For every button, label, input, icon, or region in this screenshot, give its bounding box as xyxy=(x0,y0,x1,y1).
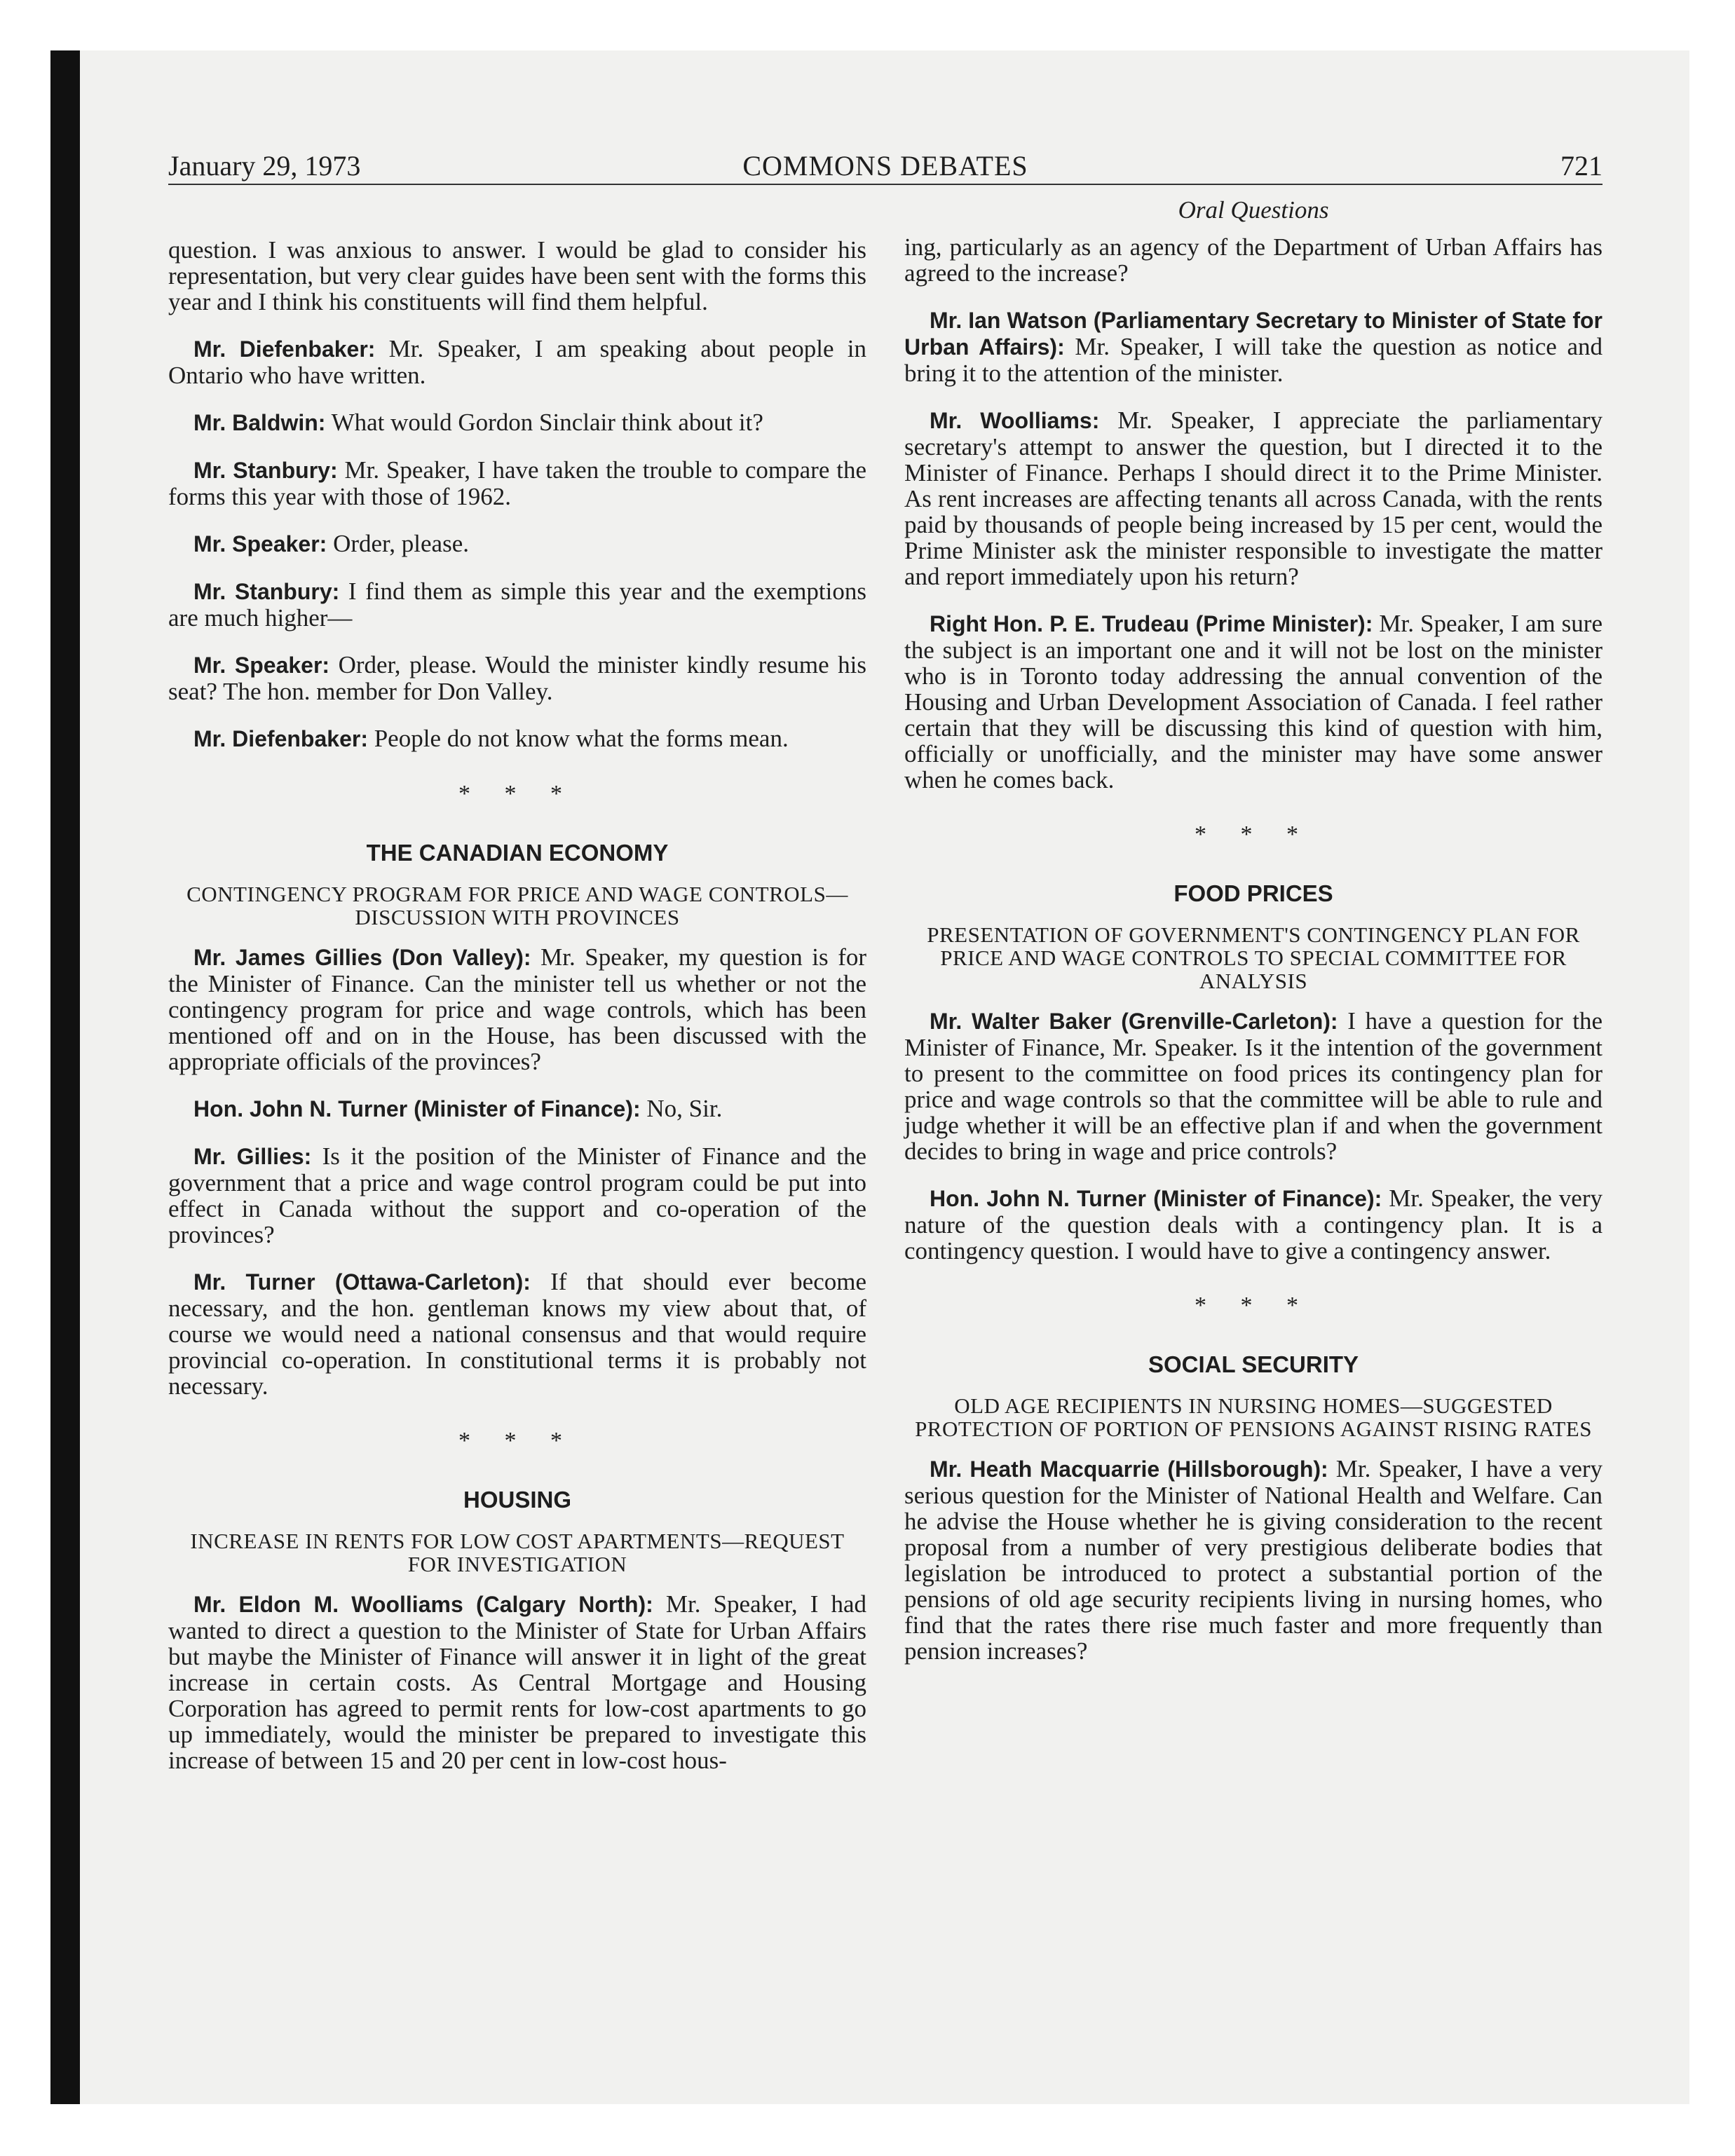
speaker-name: Mr. Gillies: xyxy=(193,1144,312,1169)
speaker-name: Mr. Speaker: xyxy=(193,653,330,678)
section-heading: THE CANADIAN ECONOMY xyxy=(366,840,669,866)
speaker-name: Mr. Woolliams: xyxy=(930,408,1100,433)
running-head: Oral Questions xyxy=(1178,196,1329,224)
paragraph: Hon. John N. Turner (Minister of Finance): No, Sir. xyxy=(193,1095,723,1122)
header-date: January 29, 1973 xyxy=(168,150,361,182)
paragraph: Mr. Diefenbaker: Mr. Speaker, I am speaking about people in Ontario who have written. xyxy=(168,335,867,389)
section-subheading: PRESENTATION OF GOVERNMENT'S CONTINGENCY PLAN FOR PRICE AND WAGE CONTROLS TO SPECIAL COMMITTEE FOR ANALYSIS xyxy=(927,922,1580,993)
paragraph: Mr. Diefenbaker: People do not know what the forms mean. xyxy=(193,725,789,752)
speaker-name: Mr. Diefenbaker: xyxy=(193,336,376,362)
section-heading: FOOD PRICES xyxy=(1173,880,1333,906)
paragraph: Mr. James Gillies (Don Valley): Mr. Speaker, my question is for the Minister of Finance. Can the minister tell us whether or not the contingency program for price and wage controls, which has been mentioned off and on in the House, has been discussed with the appropriate officials of the provinces? xyxy=(168,943,867,1075)
page-number: 721 xyxy=(1560,150,1603,182)
speaker-name: Mr. Ian Watson (Parliamentary Secretary to Minister of State for Urban Affairs): xyxy=(904,308,1603,360)
paragraph: Mr. Eldon M. Woolliams (Calgary North): Mr. Speaker, I had wanted to direct a question to the Minister of State for Urban Affairs but maybe the Minister of Finance will answer it in light of the great increase in certain costs. As Central Mortgage and Housing Corporation has agreed to permit rents for low-cost apartments to go up immediately, would the minister be prepared to investigate this increase of between 15 and 20 per cent in low-cost hous- xyxy=(168,1590,867,1774)
page-header xyxy=(168,149,1603,185)
header-title: COMMONS DEBATES xyxy=(742,150,1028,182)
section-divider: * * * xyxy=(458,1428,576,1454)
section-subheading: OLD AGE RECIPIENTS IN NURSING HOMES—SUGGESTED PROTECTION OF PORTION OF PENSIONS AGAINST RISING RATES xyxy=(915,1393,1592,1441)
paragraph: Mr. Baldwin: What would Gordon Sinclair think about it? xyxy=(193,409,763,436)
paragraph: Mr. Gillies: Is it the position of the Minister of Finance and the government that a price and wage control program could be put into effect in Canada without the support and co-operation of the provinces? xyxy=(168,1142,866,1248)
paragraph: ing, particularly as an agency of the Department of Urban Affairs has agreed to the increase? xyxy=(904,233,1603,287)
speaker-name: Mr. Stanbury: xyxy=(193,458,338,483)
speaker-name: Mr. Walter Baker (Grenville-Carleton): xyxy=(930,1009,1338,1034)
paragraph: Mr. Stanbury: Mr. Speaker, I have taken the trouble to compare the forms this year with those of 1962. xyxy=(168,456,866,510)
paragraph: Mr. Stanbury: I find them as simple this year and the exemptions are much higher— xyxy=(168,578,866,632)
section-heading: SOCIAL SECURITY xyxy=(1148,1351,1359,1377)
paragraph: Mr. Speaker: Order, please. Would the minister kindly resume his seat? The hon. member for Don Valley. xyxy=(168,651,866,705)
speaker-name: Mr. Eldon M. Woolliams (Calgary North): xyxy=(193,1592,653,1617)
speaker-name: Hon. John N. Turner (Minister of Finance): xyxy=(193,1096,641,1121)
section-heading: HOUSING xyxy=(463,1487,571,1513)
speaker-name: Mr. Heath Macquarrie (Hillsborough): xyxy=(930,1456,1328,1482)
speaker-name: Mr. Speaker: xyxy=(193,531,327,557)
section-divider: * * * xyxy=(1195,1292,1312,1318)
paragraph: Mr. Ian Watson (Parliamentary Secretary to Minister of State for Urban Affairs): Mr. Speaker, I will take the question as notice and bring it to the attention of the minister. xyxy=(904,308,1603,387)
left-column xyxy=(168,237,866,1794)
paragraph: Hon. John N. Turner (Minister of Finance): Mr. Speaker, the very nature of the question deals with a contingency plan. It is a contingency question. I would have to give a contingency answer. xyxy=(904,1185,1603,1264)
paragraph: Mr. Turner (Ottawa-Carleton): If that should ever become necessary, and the hon. gentleman knows my view about that, of course we would need a national consensus and that would require provincial co-operation. In constitutional terms it is probably not necessary. xyxy=(168,1268,866,1400)
section-divider: * * * xyxy=(458,781,576,807)
speaker-name: Mr. Turner (Ottawa-Carleton): xyxy=(193,1269,531,1295)
speaker-name: Mr. James Gillies (Don Valley): xyxy=(193,945,531,970)
speaker-name: Hon. John N. Turner (Minister of Finance): xyxy=(930,1186,1382,1211)
speaker-name: Mr. Diefenbaker: xyxy=(193,726,368,751)
paragraph: question. I was anxious to answer. I would be glad to consider his representation, but very clear guides have been sent with the forms this year and I think his constituents will find them helpful. xyxy=(168,236,866,315)
paragraph: Mr. Walter Baker (Grenville-Carleton): I have a question for the Minister of Finance, Mr. Speaker. Is it the intention of the government to present to the committee on food prices its contingency plan for price and wage controls so that the committee will be able to rule and judge whether it will be an effective plan if and when the government decides to bring in wage and price controls? xyxy=(904,1007,1603,1165)
section-subheading: INCREASE IN RENTS FOR LOW COST APARTMENTS—REQUEST FOR INVESTIGATION xyxy=(190,1529,845,1576)
paragraph: Mr. Heath Macquarrie (Hillsborough): Mr. Speaker, I have a very serious question for the Minister of National Health and Welfare. Can he advise the House whether he is giving consideration to the recent proposal from a number of very prestigious deliberate bodies that legislation be introduced to protect a substantial portion of the pensions of old age security recipients living in nursing homes, who find that the rates there rise much faster and more frequently than pension increases? xyxy=(904,1455,1603,1665)
paragraph: Mr. Woolliams: Mr. Speaker, I appreciate the parliamentary secretary's attempt to answer the question, but I directed it to the Minister of Finance. Perhaps I should direct it to the Prime Minister. As rent increases are affecting tenants all across Canada, with the rents paid by thousands of people being increased by 15 per cent, would the Prime Minister ask the minister responsible to investigate the matter and report immediately upon his return? xyxy=(904,407,1603,590)
paragraph: Mr. Speaker: Order, please. xyxy=(193,530,469,557)
right-column xyxy=(904,196,1603,1685)
speaker-name: Mr. Stanbury: xyxy=(193,579,340,604)
speaker-name: Mr. Baldwin: xyxy=(193,410,326,435)
section-divider: * * * xyxy=(1195,821,1312,847)
paragraph: Right Hon. P. E. Trudeau (Prime Minister): Mr. Speaker, I am sure the subject is an important one and it will not be lost on the minister who is in Toronto today addressing the annual convention of the Housing and Urban Development Association of Canada. I feel rather certain that they will be discussing this kind of question with him, officially or unofficially, and the minister may have some answer when he comes back. xyxy=(904,610,1603,793)
section-subheading: CONTINGENCY PROGRAM FOR PRICE AND WAGE CONTROLS—DISCUSSION WITH PROVINCES xyxy=(186,882,848,929)
speaker-name: Right Hon. P. E. Trudeau (Prime Minister): xyxy=(930,611,1373,636)
binding-edge xyxy=(50,50,80,2104)
